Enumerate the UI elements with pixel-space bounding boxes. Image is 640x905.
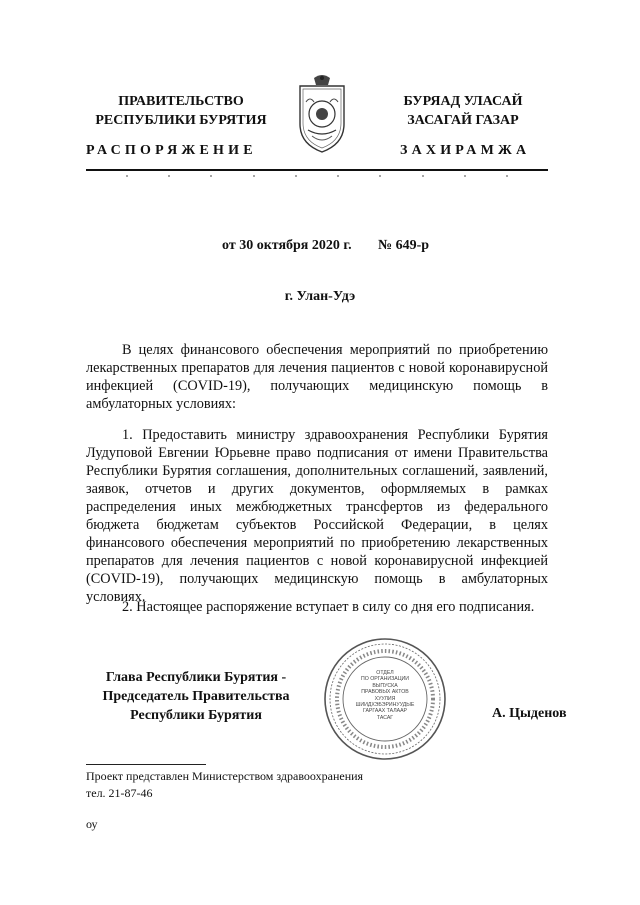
document-city: г. Улан-Удэ	[284, 289, 356, 304]
stamp-line: ГАРГААХ ТАЛААР	[362, 708, 408, 715]
doc-type-ru: РАСПОРЯЖЕНИЕ	[86, 143, 257, 158]
stamp-text	[352, 670, 418, 721]
org-name-ru-line2: РЕСПУБЛИКИ БУРЯТИЯ	[95, 113, 267, 128]
official-stamp-icon	[322, 636, 448, 762]
signatory-title-line3: Республики Бурятия	[130, 708, 262, 723]
stamp-line: ПРАВОВЫХ АКТОВ	[361, 689, 409, 696]
project-note: Проект представлен Министерством здравоохранения	[86, 769, 364, 783]
header-divider	[86, 169, 548, 171]
coat-of-arms-icon	[294, 72, 350, 154]
header-dotted-line	[86, 175, 548, 181]
document-number: № 649-р	[378, 238, 430, 253]
contact-phone: тел. 21-87-46	[86, 786, 153, 800]
preamble-text: В целях финансового обеспечения мероприятий по приобретению лекарственных препаратов для лечения пациентов с новой коронавирусной инфекцией (COVID-19), получающих медицинскую помощь в амбулаторных условиях:	[86, 342, 548, 412]
stamp-line: ХУУЛИЯ	[374, 695, 396, 702]
org-name-ru-line1: ПРАВИТЕЛЬСТВО	[118, 94, 244, 109]
item1-paragraph	[86, 426, 548, 606]
item1-text: 1. Предоставить министру здравоохранения Республики Бурятия Лудуповой Евгении Юрьевне право подписания от имени Правительства Республики Бурятия соглашения, дополнительных соглашений, заявлений, заявок, отчетов и других документов, оформляемых в рамках распределения иных межбюджетных трансфертов из федерального бюджета бюджетам субъектов Российской Федерации, в целях финансового обеспечения мероприятий по приобретению лекарственных препаратов для лечения пациентов с новой коронавирусной инфекцией (COVID-19), получающих медицинскую помощь в амбулаторных условиях.	[86, 427, 548, 605]
header-left	[86, 92, 276, 130]
doc-type-bur: ЗАХИРАМЖА	[400, 143, 531, 158]
preamble-paragraph	[86, 341, 548, 413]
executor-initials: оу	[86, 817, 98, 831]
stamp-line: ШИИДХЭБЭРИНУУДЫЕ	[355, 702, 415, 709]
signatory-title	[86, 668, 306, 725]
item2-paragraph	[86, 598, 548, 616]
stamp-line: ВЫПУСКА	[372, 682, 398, 689]
org-name-bur-line1: БУРЯАД УЛАСАЙ	[403, 94, 523, 109]
item2-text: 2. Настоящее распоряжение вступает в силу со дня его подписания.	[122, 599, 535, 615]
signatory-name: А. Цыденов	[492, 706, 567, 721]
footer-divider	[86, 764, 206, 765]
document-date: от 30 октября 2020 г.	[222, 238, 352, 253]
signatory-title-line1: Глава Республики Бурятия -	[105, 670, 287, 685]
stamp-line: ПО ОРГАНИЗАЦИИ	[361, 676, 409, 683]
org-name-bur-line2: ЗАСАГАЙ ГАЗАР	[407, 113, 519, 128]
stamp-line: ОТДЕЛ	[376, 670, 394, 676]
stamp-line: ТАСАГ	[376, 714, 394, 721]
signatory-title-line2: Председатель Правительства	[102, 689, 290, 704]
header-right	[368, 92, 558, 130]
